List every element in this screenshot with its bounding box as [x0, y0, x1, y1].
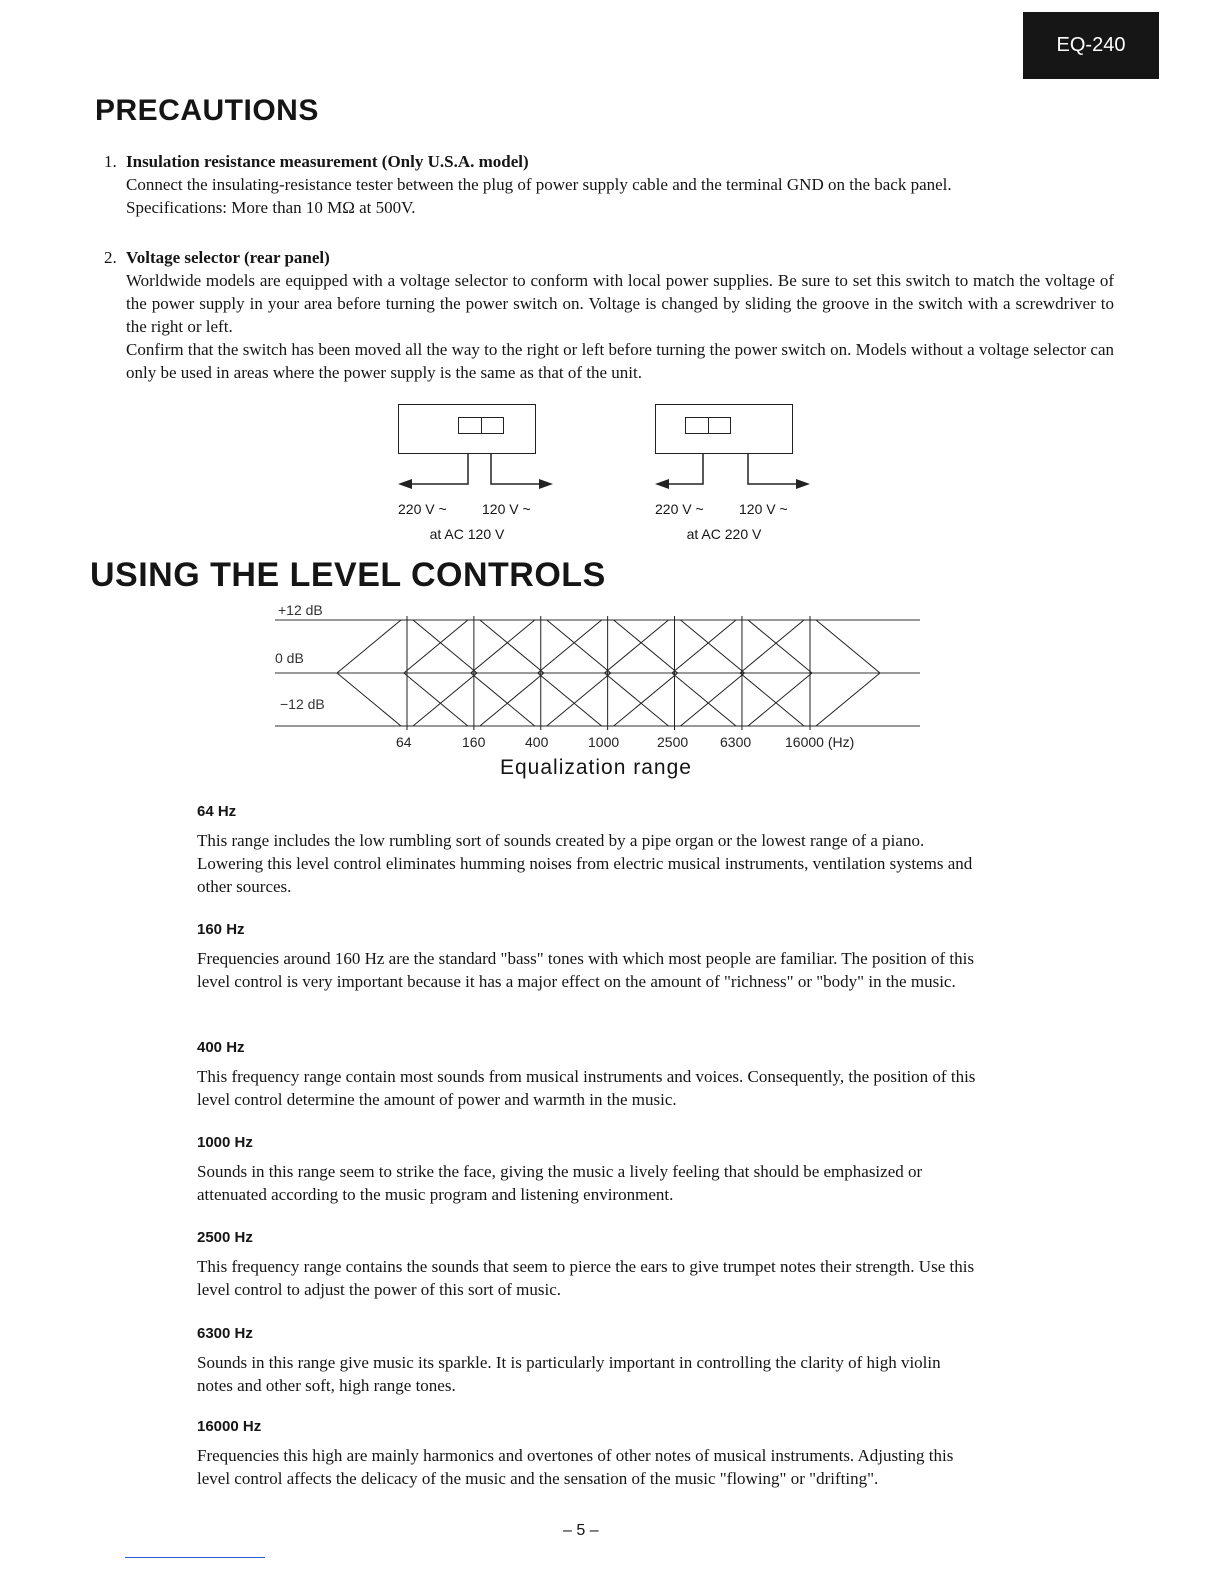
- item-text: Specifications: More than 10 MΩ at 500V.: [126, 198, 416, 217]
- selector-knob: [458, 417, 504, 434]
- chart-title: Equalization range: [500, 756, 692, 779]
- band-text: Frequencies around 160 Hz are the standard "bass" tones with which most people are familiar. The position of this level control is very important because it has a major effect on the amount of "richness" or "body" in the music.: [197, 949, 974, 991]
- band-heading: 6300 Hz: [197, 1325, 253, 1342]
- x-tick-label: 400: [525, 734, 549, 750]
- precautions-heading: PRECAUTIONS: [95, 94, 319, 127]
- x-tick-label: 160: [462, 734, 486, 750]
- x-tick-label: 16000 (Hz): [785, 734, 855, 750]
- page-number: – 5 –: [563, 1522, 599, 1539]
- equalization-chart: [270, 598, 930, 798]
- band-160hz: [197, 918, 977, 993]
- precaution-item-1: [104, 150, 1114, 219]
- band-6300hz: [197, 1322, 977, 1397]
- selector-arrows: [398, 454, 558, 499]
- item-number: 2.: [104, 248, 117, 267]
- band-heading: 400 Hz: [197, 1039, 245, 1056]
- selector-arrows: [655, 454, 815, 499]
- item-text: Worldwide models are equipped with a voltage selector to conform with local power supplies. Be sure to set this switch to match the voltage of the power supply in your area before turning the power switch on. Voltage is changed by sliding the groove in the switch with a screwdriver to the right or left.: [126, 271, 1114, 336]
- item-title: Voltage selector (rear panel): [126, 248, 330, 267]
- band-400hz: [197, 1036, 977, 1111]
- footer-rule: [125, 1557, 265, 1558]
- band-text: Frequencies this high are mainly harmonics and overtones of other notes of musical instruments. Adjusting this level control affects the delicacy of the music and the sensation of the music "flowing" or "drifting".: [197, 1446, 954, 1488]
- band-text: This frequency range contains the sounds that seem to pierce the ears to give trumpet notes their strength. Use this level control to adjust the power of this sort of music.: [197, 1257, 975, 1299]
- item-number: 1.: [104, 152, 117, 171]
- right-voltage-label: 120 V ~: [739, 501, 788, 517]
- band-heading: 2500 Hz: [197, 1229, 253, 1246]
- model-badge: EQ-240: [1023, 12, 1159, 79]
- item-title: Insulation resistance measurement (Only U.S.A. model): [126, 152, 529, 171]
- band-2500hz: [197, 1226, 977, 1301]
- precaution-item-2: [104, 246, 1114, 384]
- band-heading: 160 Hz: [197, 921, 245, 938]
- y-tick-label: −12 dB: [280, 696, 325, 712]
- x-tick-label: 6300: [720, 734, 752, 750]
- switch-caption: at AC 220 V: [686, 526, 762, 542]
- selector-knob: [685, 417, 731, 434]
- item-text: Connect the insulating-resistance tester between the plug of power supply cable and the terminal GND on the back panel.: [126, 175, 952, 194]
- y-tick-label: 0 dB: [275, 650, 304, 666]
- band-heading: 1000 Hz: [197, 1134, 253, 1151]
- band-text: This range includes the low rumbling sort of sounds created by a pipe organ or the lowest range of a piano. Lowering this level control eliminates humming noises from electric musical instruments, ventilation systems and other sources.: [197, 831, 973, 896]
- band-heading: 64 Hz: [197, 803, 237, 820]
- level-controls-heading: USING THE LEVEL CONTROLS: [90, 556, 606, 594]
- band-16000hz: [197, 1415, 977, 1490]
- x-tick-label: 1000: [588, 734, 620, 750]
- band-heading: 16000 Hz: [197, 1418, 262, 1435]
- x-tick-label: 2500: [657, 734, 689, 750]
- right-voltage-label: 120 V ~: [482, 501, 531, 517]
- band-64hz: [197, 800, 977, 898]
- item-text: Confirm that the switch has been moved all the way to the right or left before turning the power switch on. Models without a voltage selector can only be used in areas where the power supply is the same as that of the unit.: [126, 340, 1114, 382]
- band-text: Sounds in this range give music its sparkle. It is particularly important in controlling the clarity of high violin notes and other soft, high range tones.: [197, 1353, 941, 1395]
- switch-caption: at AC 120 V: [429, 526, 505, 542]
- y-tick-label: +12 dB: [278, 602, 323, 618]
- left-voltage-label: 220 V ~: [398, 501, 447, 517]
- band-1000hz: [197, 1131, 977, 1206]
- band-text: Sounds in this range seem to strike the face, giving the music a lively feeling that should be emphasized or attenuated according to the music program and listening environment.: [197, 1162, 923, 1204]
- equalization-curves: [270, 598, 930, 748]
- band-text: This frequency range contain most sounds from musical instruments and voices. Consequently, the position of this level control determine the amount of power and warmth in the music.: [197, 1067, 976, 1109]
- left-voltage-label: 220 V ~: [655, 501, 704, 517]
- x-tick-label: 64: [396, 734, 412, 750]
